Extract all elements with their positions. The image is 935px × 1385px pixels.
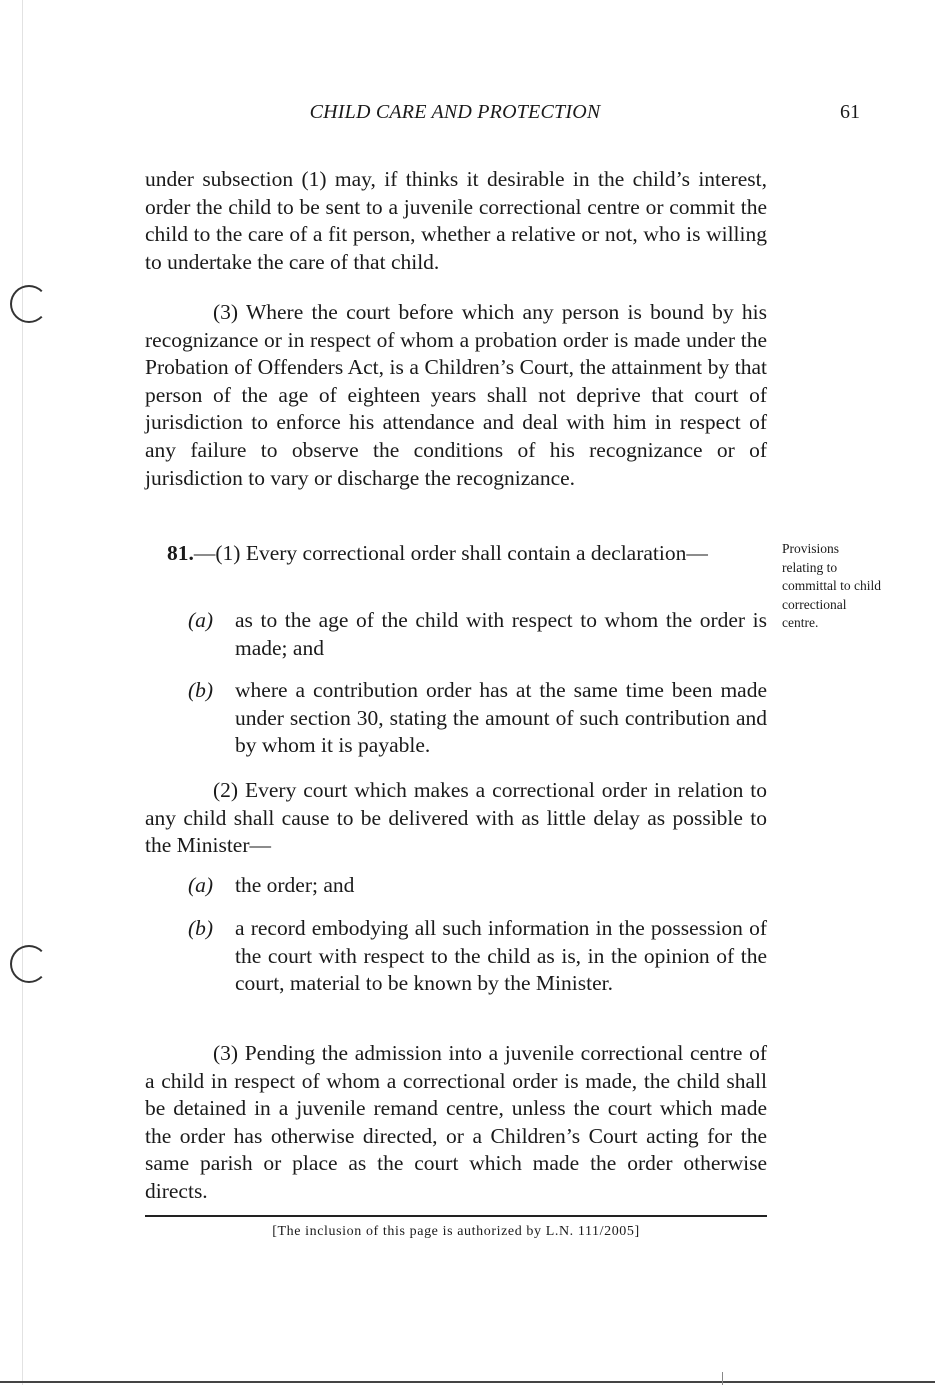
punch-hole-mark bbox=[10, 945, 48, 983]
section-81-heading-paragraph bbox=[145, 540, 767, 568]
section-81-sub2-paragraph: (2) Every court which makes a correctional order in relation to any child shall cause to be delivered with as little delay as possible to the Minister— bbox=[145, 778, 767, 858]
section-81-sub1-lead: —(1) Every correctional order shall contain a declaration— bbox=[193, 541, 708, 565]
item-label: (b) bbox=[188, 916, 214, 940]
item-text: as to the age of the child with respect to whom the order is made; and bbox=[235, 608, 767, 660]
page-number: 61 bbox=[840, 101, 860, 123]
section-81-sub3-paragraph: (3) Pending the admission into a juvenile correctional centre of a child in respect of whom a correctional order is made, the child shall be detained in a juvenile remand centre, unless the court which made the order has otherwise directed, or a Children’s Court acting for the same parish or place as the court which made the order otherwise directs. bbox=[145, 1041, 767, 1203]
item-label: (a) bbox=[188, 873, 214, 897]
list-item bbox=[188, 872, 767, 900]
section-number: 81. bbox=[167, 541, 194, 565]
item-text: the order; and bbox=[235, 873, 355, 897]
list-item bbox=[188, 915, 767, 998]
scan-edge-tick bbox=[722, 1372, 723, 1385]
running-header-title: CHILD CARE AND PROTECTION bbox=[309, 101, 601, 123]
marginal-note: Provisions relating to committal to child correctional centre. bbox=[782, 541, 881, 631]
footer-authorization-note: [The inclusion of this page is authorized by L.N. 111/2005] bbox=[272, 1224, 640, 1239]
item-text: a record embodying all such information in the possession of the court with respect to the child as is, in the opinion of the court, material to be known by the Minister. bbox=[235, 916, 767, 996]
binding-edge-line bbox=[22, 0, 23, 1385]
subsection-3-paragraph: (3) Where the court before which any person is bound by his recognizance or in respect of whom a probation order is made under the Probation of Offenders Act, is a Children’s Court, the attainment by that person of the age of eighteen years shall not deprive that court of jurisdiction to enforce his attendance and deal with him in respect of any failure to observe the conditions of his recognizance or of jurisdiction to vary or discharge the recognizance. bbox=[145, 300, 767, 490]
punch-hole-mark bbox=[10, 285, 48, 323]
list-item bbox=[188, 677, 767, 760]
item-text: where a contribution order has at the same time been made under section 30, stating the amount of such contribution and by whom it is payable. bbox=[235, 678, 767, 758]
continuation-paragraph: under subsection (1) may, if thinks it desirable in the child’s interest, order the child to be sent to a juvenile correctional centre or commit the child to the care of a fit person, whether a relative or not, who is willing to undertake the care of that child. bbox=[145, 167, 767, 274]
item-label: (b) bbox=[188, 678, 214, 702]
item-label: (a) bbox=[188, 608, 214, 632]
scan-bottom-edge bbox=[0, 1381, 935, 1383]
footer-divider bbox=[145, 1215, 767, 1217]
list-item bbox=[188, 607, 767, 662]
